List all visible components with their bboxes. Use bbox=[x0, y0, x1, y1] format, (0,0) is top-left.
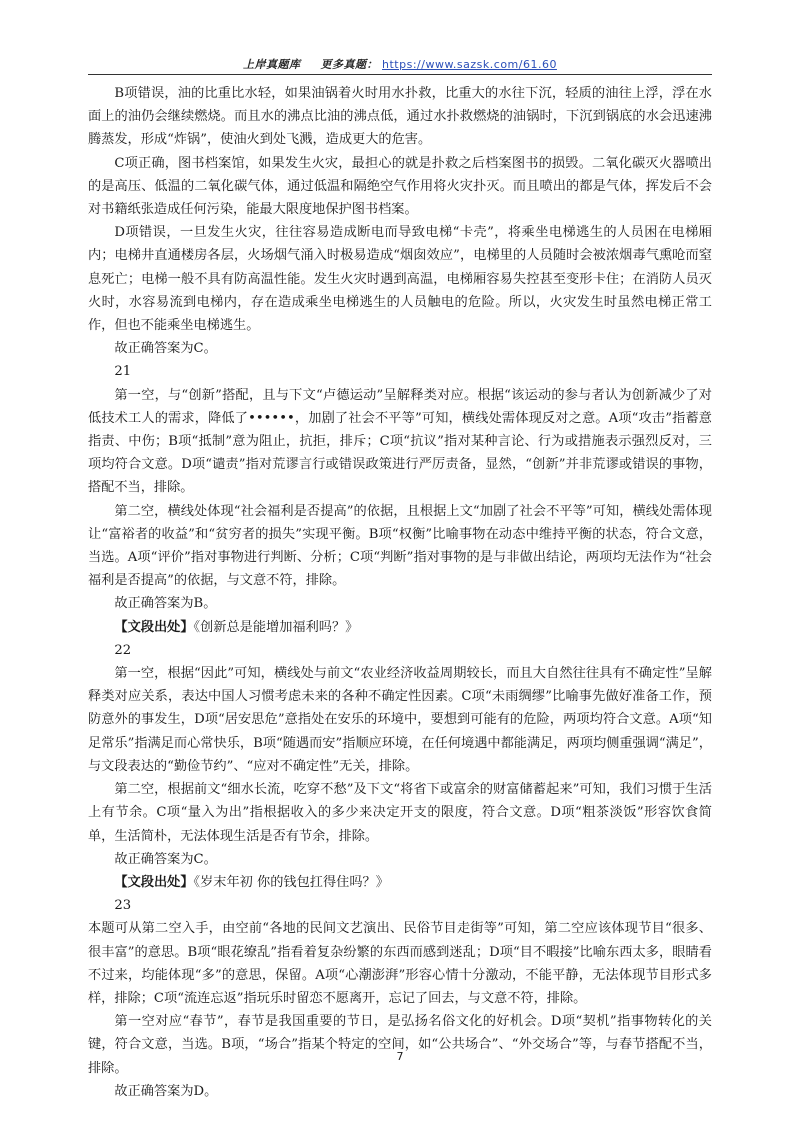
page-number: 7 bbox=[396, 1050, 404, 1063]
source-line bbox=[88, 871, 712, 894]
source-title: 《岁末年初 你的钱包扛得住吗？》 bbox=[193, 874, 389, 890]
page-header bbox=[0, 56, 800, 72]
answer-line: 故正确答案为C。 bbox=[114, 341, 217, 357]
document-body bbox=[88, 82, 712, 1103]
paragraph-d-item: D项错误，一旦发生火灾，往往容易造成断电而导致电梯“卡壳”，将乘坐电梯逃生的人员困在电梯厢内；电梯井直通楼房各层，火场烟气涌入时极易造成“烟囱效应”，电梯里的人员随时会被浓烟毒气熏呛而窒息死亡；电梯一般不具有防高温性能。发生火灾时遇到高温，电梯厢容易失控甚至变形卡住；在消防人员灭火时，水容易流到电梯内，存在造成乘坐电梯逃生的人员触电的危险。所以，火灾发生时虽然电梯正常工作，但也不能乘坐电梯逃生。 bbox=[88, 225, 712, 334]
paragraph-analysis: 本题可从第二空入手，由空前“各地的民间文艺演出、民俗节目走街等”可知，第二空应该体现节目“很多、很丰富”的意思。B项“眼花缭乱”指看着复杂纷繁的东西而感到迷乱；D项“目不暇接”比喻东西太多，眼睛看不过来，均能体现“多”的意思，保留。A项“心潮澎湃”形容心情十分激动，不能平静，无法体现节目形式多样，排除；C项“流连忘返”指玩乐时留恋不愿离开，忘记了回去，与文意不符，排除。 bbox=[88, 921, 712, 1006]
answer-line: 故正确答案为D。 bbox=[114, 1083, 218, 1099]
paragraph-c-item: C项正确，图书档案馆，如果发生火灾，最担心的就是扑救之后档案图书的损毁。二氧化碳灭火器喷出的是高压、低温的二氧化碳气体，通过低温和隔绝空气作用将火灾扑灭。而且喷出的都是气体，挥发后不会对书籍纸张造成任何污染，能最大限度地保护图书档案。 bbox=[88, 155, 712, 218]
header-brand: 上岸真题库 bbox=[243, 58, 301, 71]
source-title: 《创新总是能增加福利吗？》 bbox=[193, 619, 359, 635]
paragraph-blank-one: 第一空，根据“因此”可知，横线处与前文“农业经济收益周期较长，而且大自然往往具有不确定性”呈解释类对应关系，表达中国人习惯考虑未来的各种不确定性因素。C项“未雨绸缪”比喻事先做好准备工作，预防意外的事发生，D项“居安思危”意指处在安乐的环境中，要想到可能有的危险，两项均符合文意。A项“知足常乐”指满足而心常快乐，B项“随遇而安”指顺应环境，在任何境遇中都能满足，两项均侧重强调“满足”，与文段表达的“勤俭节约”、“应对不确定性”无关，排除。 bbox=[88, 666, 712, 774]
source-label: 【文段出处】 bbox=[114, 874, 194, 890]
source-label: 【文段出处】 bbox=[114, 619, 194, 635]
source-line bbox=[88, 616, 712, 639]
paragraph-b-item: B项错误，油的比重比水轻，如果油锅着火时用水扑救，比重大的水往下沉，轻质的油往上浮，浮在水面上的油仍会继续燃烧。而且水的沸点比油的沸点低，通过水扑救燃烧的油锅时，下沉到锅底的水会迅速沸腾蒸发，形成“炸锅”，使油火到处飞溅，造成更大的危害。 bbox=[88, 86, 712, 148]
header-url-link[interactable]: https://www.sazsk.com/61.60 bbox=[382, 58, 557, 71]
paragraph-blank-two: 第二空，横线处体现“社会福利是否提高”的依据，且根据上文“加剧了社会不平等”可知，横线处需体现让“富裕者的收益”和“贫穷者的损失”实现平衡。B项“权衡”比喻事物在动态中维持平衡的状态，符合文意，当选。A项“评价”指对事物进行判断、分析；C项“判断”指对事物的是与非做出结论，两项均无法作为“社会福利是否提高”的依据，与文意不符，排除。 bbox=[88, 503, 712, 589]
answer-line: 故正确答案为C。 bbox=[114, 851, 217, 867]
question-number: 23 bbox=[114, 898, 132, 914]
header-more-label: 更多真题： bbox=[320, 58, 379, 71]
question-number: 22 bbox=[114, 642, 132, 658]
paragraph-blank-one: 第一空，与“创新”搭配，且与下文“卢德运动”呈解释类对应。根据“该运动的参与者认为创新减少了对低技术工人的需求，降低了••••••，加剧了社会不平等”可知，横线处需体现反对之意。A项“攻击”指蓄意指责、中伤；B项“抵制”意为阻止，抗拒，排斥；C项“抗议”指对某种言论、行为或措施表示强烈反对，三项均符合文意。D项“谴责”指对荒谬言行或错误政策进行严厉责备，显然，“创新”并非荒谬或错误的事物，搭配不当，排除。 bbox=[88, 387, 712, 496]
header-rule bbox=[88, 74, 712, 75]
paragraph-blank-one: 第一空对应“春节”，春节是我国重要的节日，是弘扬名俗文化的好机会。D项“契机”指事物转化的关键，符合文意，当选。B项，“场合”指某个特定的空间，如“公共场合”、“外交场合”等，与春节搭配不当，排除。 bbox=[88, 1014, 712, 1076]
answer-line: 故正确答案为B。 bbox=[114, 596, 217, 612]
question-number: 21 bbox=[114, 364, 132, 380]
paragraph-blank-two: 第二空，根据前文“细水长流，吃穿不愁”及下文“将省下或富余的财富储蓄起来”可知，我们习惯于生活上有节余。C项“量入为出”指根据收入的多少来决定开支的限度，符合文意。D项“粗茶淡饭”形容饮食简单，生活简朴，无法体现生活是否有节余，排除。 bbox=[88, 782, 712, 844]
